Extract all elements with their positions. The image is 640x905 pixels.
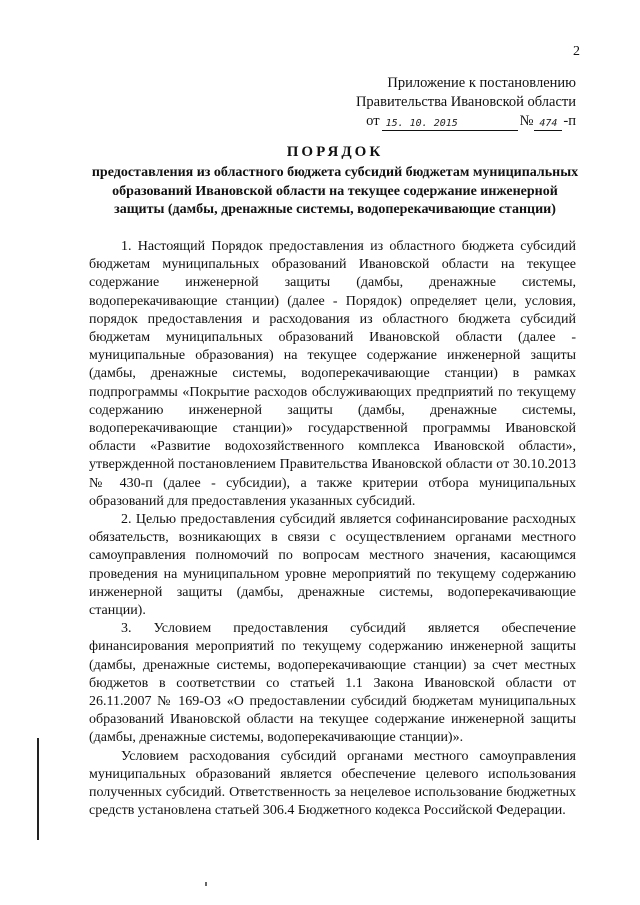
document-body: [89, 238, 576, 821]
appendix-line-1: Приложение к постановлению: [387, 75, 576, 91]
paragraph-2: 2. Целью предоставления субсидий является софинансирование расходных обязательств, возникающих в связи с осуществлением органами местного самоуправления полномочий по вопросам местного значения, касающимся проведения на муниципальном уровне мероприятий по текущему содержанию инженерной защиты (дамбы, дренажные системы, водоперекачивающие станции).: [89, 512, 576, 619]
resolution-date-number-line: [300, 112, 576, 131]
document-subtitle: предоставления из областного бюджета субсидий бюджетам муниципальных образований Ивановской области на текущее содержание инженерной защиты (дамбы, дренажные системы, водоперекачивающие станции): [91, 165, 579, 217]
paragraph-3: 3. Условием предоставления субсидий является обеспечение финансирования мероприятий по текущему содержанию инженерной защиты (дамбы, дренажные системы, водоперекачивающие станции) за счет местных бюджетов в соответствии со статьей 1.1 Закона Ивановской области от 26.11.2007 № 169-ОЗ «О предоставлении субсидий бюджетам муниципальных образований Ивановской области на текущее содержание инженерной защиты (дамбы, дренажные системы, водоперекачивающие станции)».: [89, 621, 576, 746]
appendix-line-2: Правительства Ивановской области: [355, 94, 576, 110]
paragraph-4: Условием расходования субсидий органами местного самоуправления муниципальных образований является обеспечение целевого использования полученных субсидий. Ответственность за нецелевое использование бюджетных средств установлена статьей 306.4 Бюджетного кодекса Российской Федерации.: [89, 748, 576, 819]
scan-artifact-dot: [205, 882, 207, 886]
document-title: ПОРЯДОК: [286, 144, 384, 160]
number-label: №: [519, 113, 534, 129]
appendix-header: [300, 74, 576, 131]
handwritten-number: 474: [534, 117, 562, 131]
margin-line-mark: [37, 738, 39, 840]
handwritten-date: 15. 10. 2015: [382, 117, 518, 131]
document-title-block: [90, 142, 580, 220]
paragraph-1: 1. Настоящий Порядок предоставления из областного бюджета субсидий бюджетам муниципальных образований Ивановской области на текущее содержание инженерной защиты (дамбы, дренажные системы, водоперекачивающие станции) (далее - Порядок) определяет цели, условия, порядок предоставления и расходования из областного бюджета субсидий бюджетам муниципальных образований Ивановской области (далее - муниципальные образования) на текущее содержание инженерной защиты (дамбы, дренажные системы, водоперекачивающие станции) в рамках подпрограммы «Покрытие расходов обслуживающих предприятий по текущему содержанию инженерной защиты (дамбы, дренажные системы, водоперекачивающие станции)» государственной программы Ивановской области «Развитие водохозяйственного комплекса Ивановской области», утвержденной постановлением Правительства Ивановской области от 30.10.2013 № 430-п (далее - субсидии), а также критерии отбора муниципальных образований для предоставления указанных субсидий.: [89, 239, 576, 509]
page-number: 2: [573, 44, 580, 59]
number-suffix: -п: [563, 113, 576, 129]
from-label: от: [366, 113, 380, 129]
